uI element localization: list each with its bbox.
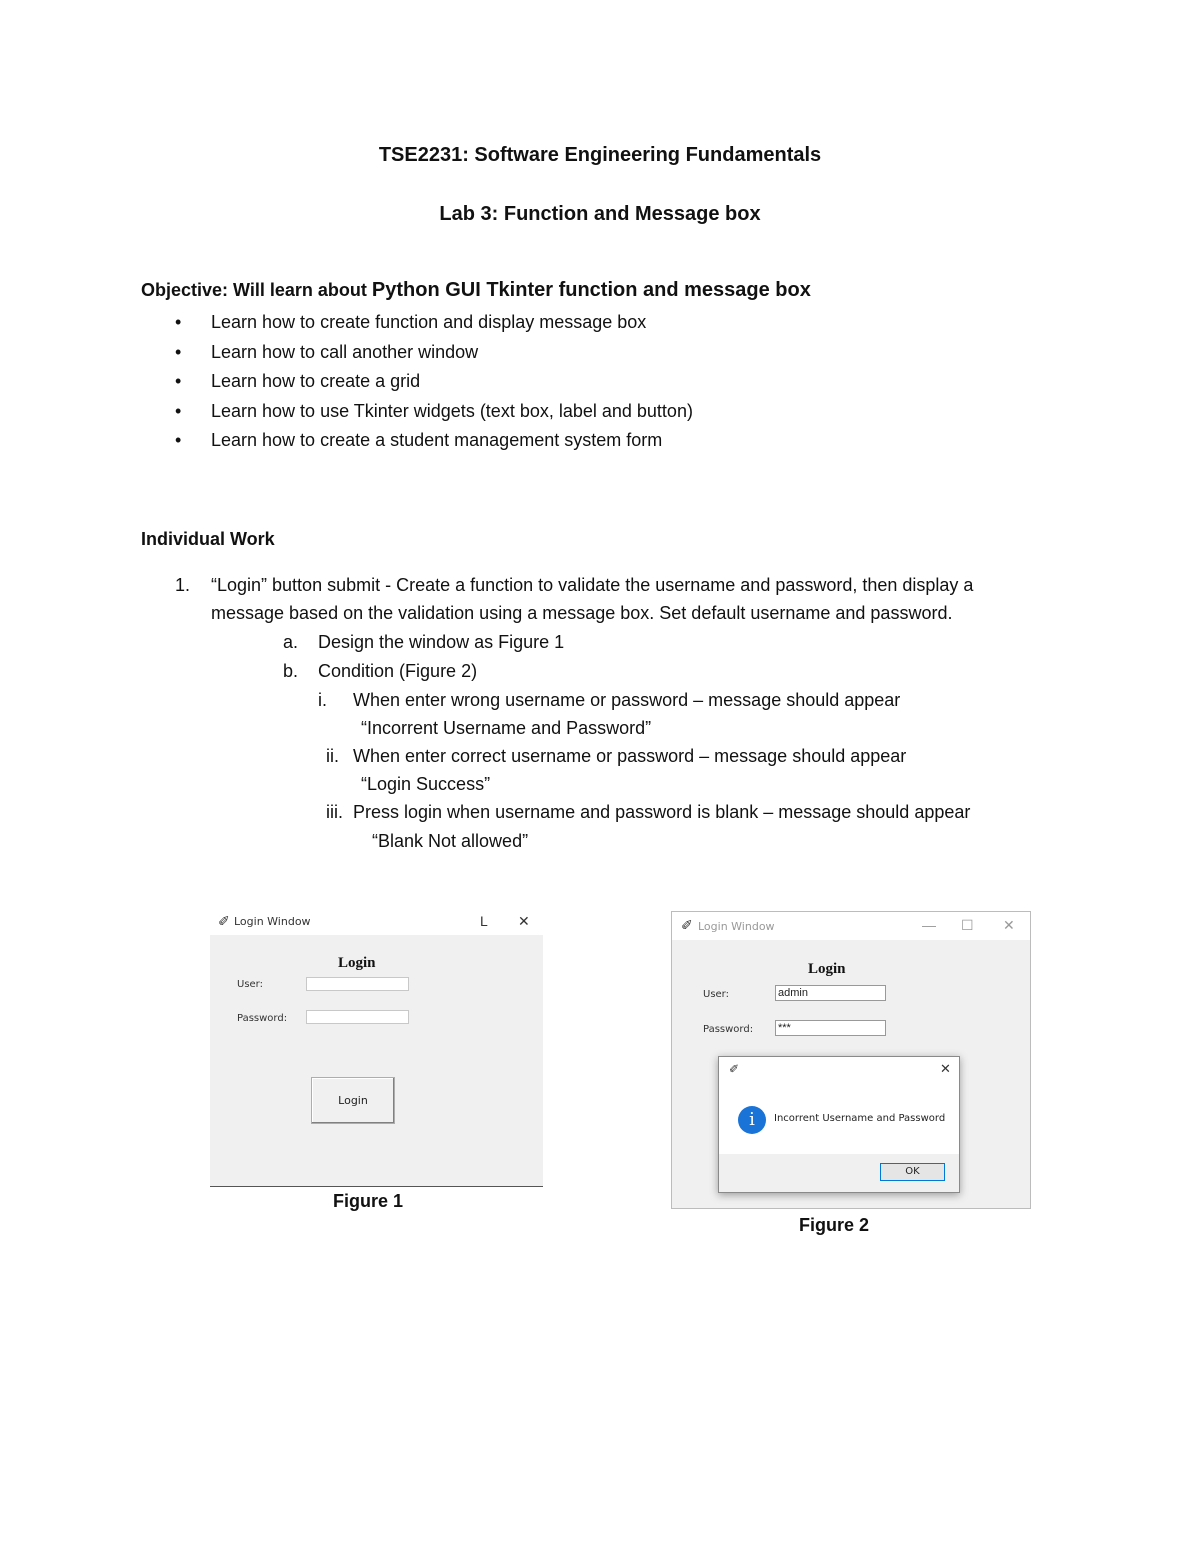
info-icon: i xyxy=(738,1106,766,1134)
cond-i-marker: i. xyxy=(318,690,327,710)
objective-text: Learn how to create function and display message box xyxy=(211,312,647,332)
objective-text: Learn how to use Tkinter widgets (text box, label and button) xyxy=(211,400,693,421)
objective-text: Learn how to call another window xyxy=(211,341,479,362)
dialog-close-icon[interactable]: ✕ xyxy=(940,1061,951,1076)
task-text-line1: “Login” button submit - Create a function to validate the username and password, then display a xyxy=(211,575,974,595)
dialog-button-bar xyxy=(719,1154,959,1192)
list-item xyxy=(141,340,693,370)
feather-icon: ✐ xyxy=(681,917,693,933)
list-item xyxy=(141,369,693,399)
bullet-icon: • xyxy=(175,341,182,362)
user-input[interactable]: admin xyxy=(775,985,886,1001)
list-item xyxy=(141,428,693,458)
message-box-dialog xyxy=(718,1056,960,1193)
bullet-icon: • xyxy=(175,400,182,421)
sub-a-text: Design the window as Figure 1 xyxy=(318,632,565,652)
bullet-icon: • xyxy=(175,312,182,332)
figure1-login-window xyxy=(210,908,543,1187)
list-item xyxy=(141,310,693,340)
objective-text: Learn how to create a grid xyxy=(211,371,421,391)
user-label: User: xyxy=(237,979,263,990)
figure2-title-bar xyxy=(672,912,1030,940)
task-text-line2: message based on the validation using a message box. Set default username and password. xyxy=(211,603,953,623)
cond-iii-marker: iii. xyxy=(326,802,343,822)
password-label: Password: xyxy=(237,1013,288,1024)
objective-topic: Python GUI Tkinter function and message box xyxy=(371,279,811,301)
close-icon[interactable]: ✕ xyxy=(1003,917,1015,933)
cond-ii-marker: ii. xyxy=(326,746,339,766)
figure1-caption: Figure 1 xyxy=(333,1191,404,1211)
user-label: User: xyxy=(703,989,729,1000)
sub-b-text: Condition (Figure 2) xyxy=(318,661,478,681)
password-input[interactable] xyxy=(306,1010,409,1024)
objective-text: Learn how to create a student management system form xyxy=(211,430,663,450)
bullet-icon: • xyxy=(175,430,182,450)
section-title: Individual Work xyxy=(141,529,275,549)
password-input[interactable]: *** xyxy=(775,1020,886,1036)
window-title: Login Window xyxy=(234,915,311,928)
objective-line xyxy=(141,279,811,302)
feather-icon: ✐ xyxy=(218,913,230,929)
sub-b-marker: b. xyxy=(283,661,299,681)
login-heading: Login xyxy=(808,961,846,977)
bullet-icon: • xyxy=(175,371,182,391)
cond-i-message: “Incorrent Username and Password” xyxy=(361,718,652,738)
window-title: Login Window xyxy=(698,920,775,933)
cond-i-text: When enter wrong username or password – message should appear xyxy=(353,690,901,710)
minimize-icon[interactable]: L xyxy=(480,913,488,929)
objective-list xyxy=(141,310,693,458)
sub-a-marker: a. xyxy=(283,632,299,652)
feather-icon: ✐ xyxy=(729,1062,740,1076)
figure2-login-window xyxy=(671,911,1031,1209)
course-title: TSE2231: Software Engineering Fundamentals xyxy=(378,144,822,166)
cond-ii-text: When enter correct username or password – message should appear xyxy=(353,746,907,766)
objective-prefix: Objective: Will learn about xyxy=(141,280,372,300)
ok-button[interactable]: OK xyxy=(880,1163,945,1181)
lab-title: Lab 3: Function and Message box xyxy=(439,203,761,225)
login-button[interactable]: Login xyxy=(311,1077,395,1124)
list-item xyxy=(141,399,693,429)
task-number: 1. xyxy=(175,575,191,595)
user-input[interactable] xyxy=(306,977,409,991)
dialog-message: Incorrent Username and Password xyxy=(774,1113,946,1124)
cond-iii-text: Press login when username and password is blank – message should appear xyxy=(353,802,971,822)
login-heading: Login xyxy=(338,955,376,971)
figure1-title-bar xyxy=(210,908,543,935)
maximize-icon[interactable]: ☐ xyxy=(961,917,974,933)
close-icon[interactable]: ✕ xyxy=(518,913,530,929)
cond-ii-message: “Login Success” xyxy=(361,774,491,794)
figure2-caption: Figure 2 xyxy=(799,1215,870,1235)
minimize-icon[interactable]: — xyxy=(922,917,936,933)
password-label: Password: xyxy=(703,1024,754,1035)
cond-iii-message: “Blank Not allowed” xyxy=(372,831,529,851)
